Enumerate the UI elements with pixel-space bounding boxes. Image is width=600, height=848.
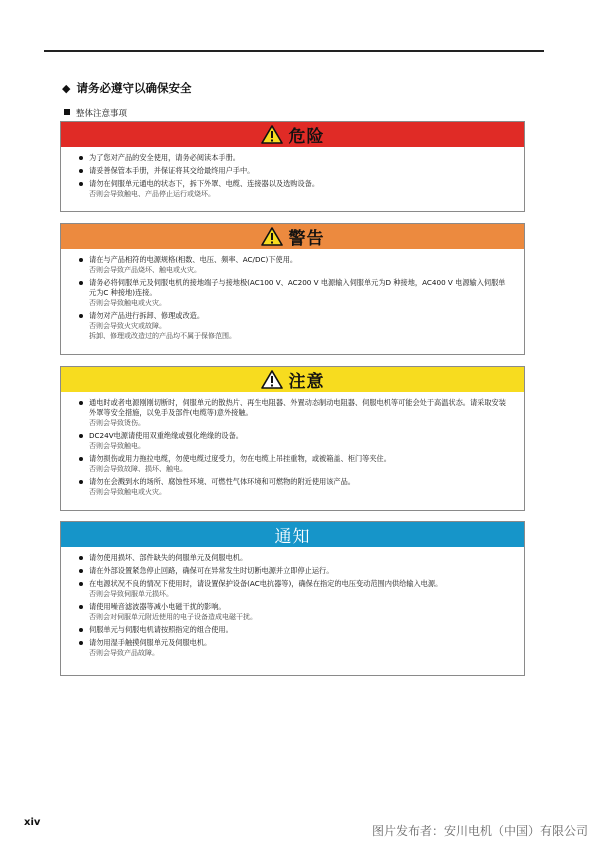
item-note: 否则会导致烫伤。 xyxy=(89,419,145,427)
list-item: 请在外部设置紧急停止回路，确保可在异常发生时切断电源并立即停止运行。 xyxy=(89,566,510,576)
caution-list xyxy=(61,392,524,504)
list-item: 伺服单元与伺服电机请按照指定的组合使用。 xyxy=(89,625,510,635)
list-item: 请勿在会溅到水的场所、腐蚀性环境、可燃性气体环境和可燃物的附近使用该产品。 否则会导致触电或火灾。 xyxy=(89,477,510,497)
list-item: 请妥善保管本手册，并保证将其交给最终用户手中。 xyxy=(89,166,510,176)
list-item: 请务必将伺服单元及伺服电机的接地端子与接地极(AC100 V、AC200 V 电源输入伺服单元为D 种接地，AC400 V 电源输入伺服单元为C 种接地)连接。 否则会导致触电或火灾。 xyxy=(89,278,510,308)
warning-triangle-icon xyxy=(261,227,283,246)
caution-panel xyxy=(60,366,525,511)
warning-list xyxy=(61,249,524,348)
list-item: 请勿使用损坏、部件缺失的伺服单元及伺服电机。 xyxy=(89,553,510,563)
danger-header xyxy=(61,122,524,147)
item-note: 拆卸、修理或改造过的产品均不属于保修范围。 xyxy=(89,332,236,340)
warning-triangle-icon xyxy=(261,125,283,144)
item-note: 否则会导致触电或火灾。 xyxy=(89,488,166,496)
item-note: 否则会导致火灾或故障。 xyxy=(89,322,166,330)
warning-title: 警告 xyxy=(288,229,325,249)
list-item: 请使用噪音滤波器等减小电磁干扰的影响。 否则会对伺服单元附近使用的电子设备造成电磁干扰。 xyxy=(89,602,510,622)
item-note: 否则会导致产品故障。 xyxy=(89,649,159,657)
item-note: 否则会导致产品烧坏、触电或火灾。 xyxy=(89,266,201,274)
item-note: 否则会导致触电或火灾。 xyxy=(89,299,166,307)
notice-header xyxy=(61,522,524,547)
list-item: 通电时或者电源刚刚切断时，伺服单元的散热片、再生电阻器、外置动态制动电阻器、伺服电机等可能会处于高温状态。请采取安装外罩等安全措施，以免手及部件(电缆等)意外接触。 否则会导致烫伤。 xyxy=(89,398,510,428)
item-note: 否则会对伺服单元附近使用的电子设备造成电磁干扰。 xyxy=(89,613,257,621)
square-bullet-icon xyxy=(64,109,70,115)
list-item: 在电源状况不良的情况下使用时，请设置保护设备(AC电抗器等)，确保在指定的电压变动范围内供给输入电源。 否则会导致伺服单元损坏。 xyxy=(89,579,510,599)
subsection-heading-text: 整体注意事项 xyxy=(76,109,128,119)
warning-triangle-icon xyxy=(261,370,283,389)
image-credit: 图片发布者：安川电机（中国）有限公司 xyxy=(371,824,588,838)
subsection-heading xyxy=(64,107,127,119)
section-heading xyxy=(62,80,191,96)
page-number: xiv xyxy=(24,817,41,828)
list-item: 请勿损伤或用力拖拉电缆，勿使电缆过度受力，勿在电缆上吊挂重物，或被箱盖、柜门等夹住。 否则会导致故障、损坏、触电。 xyxy=(89,454,510,474)
danger-title: 危险 xyxy=(288,127,325,147)
list-item: 请勿用湿手触摸伺服单元及伺服电机。 否则会导致产品故障。 xyxy=(89,638,510,658)
danger-list xyxy=(61,147,524,206)
section-heading-text: 请务必遵守以确保安全 xyxy=(76,81,192,95)
item-note: 否则会导致触电。 xyxy=(89,442,145,450)
danger-panel xyxy=(60,121,525,212)
item-note: 否则会导致伺服单元损坏。 xyxy=(89,590,173,598)
notice-list xyxy=(61,547,524,665)
notice-panel xyxy=(60,521,525,676)
diamond-bullet-icon: ◆ xyxy=(62,82,71,95)
list-item: 请勿对产品进行拆卸、修理或改造。 否则会导致火灾或故障。 拆卸、修理或改造过的产品均不属于保修范围。 xyxy=(89,311,510,341)
list-item: 请在与产品相符的电源规格(相数、电压、频率、AC/DC)下使用。 否则会导致产品烧坏、触电或火灾。 xyxy=(89,255,510,275)
notice-title: 通知 xyxy=(274,527,311,547)
top-rule xyxy=(44,50,544,52)
item-note: 否则会导致故障、损坏、触电。 xyxy=(89,465,187,473)
warning-header xyxy=(61,224,524,249)
item-note: 否则会导致触电、产品停止运行或烧坏。 xyxy=(89,190,215,198)
list-item: 请勿在伺服单元通电的状态下，拆下外罩、电缆、连接器以及选购设备。 否则会导致触电、产品停止运行或烧坏。 xyxy=(89,179,510,199)
warning-panel xyxy=(60,223,525,355)
caution-header xyxy=(61,367,524,392)
list-item: DC24V电源请使用双重绝缘或强化绝缘的设备。 否则会导致触电。 xyxy=(89,431,510,451)
caution-title: 注意 xyxy=(288,372,325,392)
list-item: 为了您对产品的安全使用，请务必阅读本手册。 xyxy=(89,153,510,163)
